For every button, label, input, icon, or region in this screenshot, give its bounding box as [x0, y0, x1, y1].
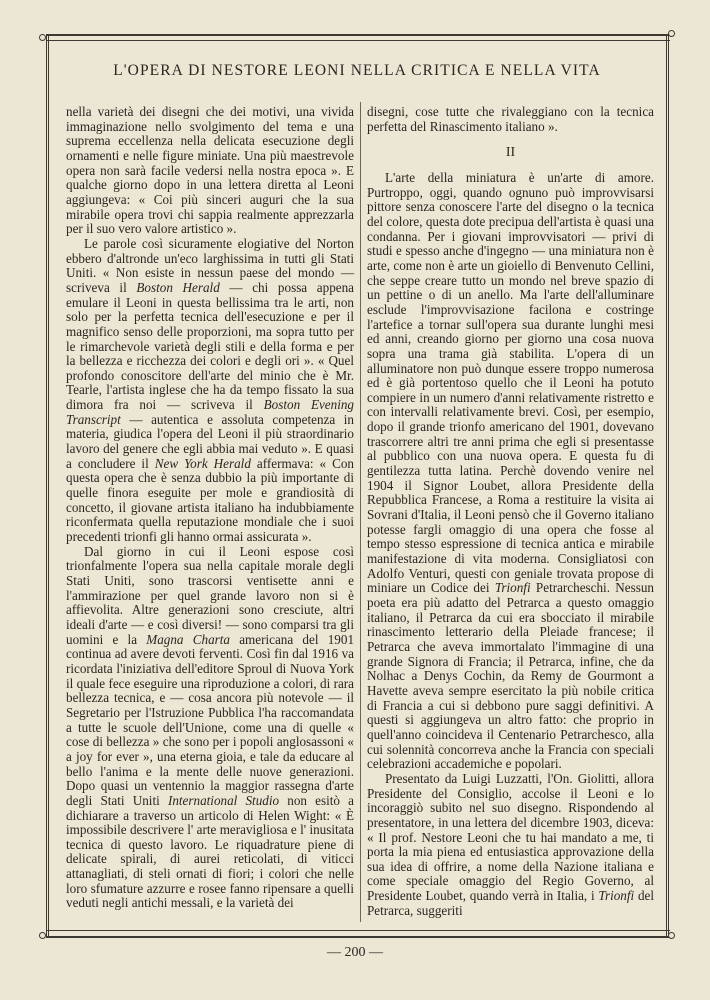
frame-bottom-rule: [46, 936, 670, 938]
corner-ornament: [39, 34, 46, 41]
corner-ornament: [39, 932, 46, 939]
corner-ornament: [668, 932, 675, 939]
page-title: L'OPERA DI NESTORE LEONI NELLA CRITICA E NELLA VITA: [113, 62, 601, 79]
publication-title: Boston Herald: [136, 279, 220, 295]
paragraph: disegni, cose tutte che rivaleggiano con la tecnica perfetta del Rinascimento italiano ».: [367, 104, 654, 134]
frame-right-rule: [666, 34, 669, 936]
paragraph: L'arte della miniatura è un'arte di amore. Purtroppo, oggi, quando ognuno può improvvisarsi pittore senza conoscere l'arte del disegno o la tecnica del colore, questa dote precipua dell'artista è quasi una condanna. Per i giovani improvvisatori — privi di studi e spesso anche d'ingegno — una miniatura non è arte, come non è arte un gioiello di Benvenuto Cellini, che seppe creare tutto un mondo nel breve spazio di un pettine o di un anello. Ma l'arte dell'alluminare esclude l'improvvisazione facilona e costringe l'artefice a tornar sull'opera sua durante lunghi mesi ed anni, creando giorno per giorno una cosa nuova sopra una trama già stabilita. L'opera di un alluminatore non può dunque essere troppo numerosa ed è già portentoso quello che il Leoni ha potuto compiere in un numero d'anni relativamente ristretto e con intervalli relativamente brevi. Così, per esempio, dopo il grande trionfo americano del 1901, dovevano trascorrere altri tre anni prima che egli si presentasse al pubblico con una nuova opera. E questa fu di gentilezza tutta latina. Perchè dovendo venire nel 1904 il Signor Loubet, allora Presidente della Repubblica Francese, a Roma a restituire la visita ai Sovrani d'Italia, il Leoni pensò che il Governo italiano potesse fargli omaggio di una opera che fosse al tempo stesso espressione di tecnica antica e mirabile manifestazione di vita moderna. Consigliatosi con Adolfo Venturi, questi con geniale trovata propose di miniare un Codice dei Trionfi Petrarcheschi. Nessun poeta era più adatto del Petrarca a questo omaggio italiano, il Petrarca da cui era sbocciato il mirabile rinascimento letterario della Pleiade francese; il Petrarca che aveva immortalato l'immagine di una grande Signora di Francia; il Petrarca, infine, che da Nolhac a Denys Cochin, da Remy de Gourmont a Havette aveva sempre esercitato la più nobile critica di Francia a cui si debbono pure saggi definitivi. A questi si aggiungeva un altro fatto: che proprio in quell'anno coincideva il Centenario Petrarchesco, alla cui solennità concorreva anche la Francia con speciali celebrazioni accademiche e popolari.: [367, 169, 654, 772]
corner-ornament: [668, 30, 675, 37]
left-column: [66, 105, 354, 911]
publication-title: International Studio: [167, 792, 280, 808]
frame-bottom-rule-inner: [46, 930, 670, 931]
section-number: II: [505, 145, 516, 161]
work-title: Trionfi: [598, 888, 635, 904]
paragraph: Dal giorno in cui il Leoni espose così trionfalmente l'opera sua nella capitale morale degli Stati Uniti, sono trascorsi ventisette anni e l'ammirazione per quel grande lavoro non si è affievolita. Altre generazioni sono cresciute, altri ideali d'arte — e così diversi! — sono comparsi tra gli uomini e la Magna Charta americana del 1901 continua ad avere devoti ferventi. Così fin dal 1916 va ricordata l'iniziativa dell'editore Sproul di Nuova York il quale fece eseguire una riproduzione a colori, di rara bellezza tecnica, e — cosa ancora più notevole — il Segretario per l'Istruzione Pubblica l'ha raccomandata a tutte le scuole dell'Unione, come una di quelle « cose di bellezza » che sono per i popoli anglosassoni « a joy for ever », una eterna gioia, e tale da educare al bello l'anima e la mente delle nuove generazioni. Dopo quasi un ventennio la maggior rassegna d'arte degli Stati Uniti International Studio non esitò a dichiarare a traverso un articolo di Helen Wight: « È impossibile descrivere l' arte meravigliosa e l' inusitata tecnica di questo lavoro. Le riquadrature piene di delicate spirali, di aurei reticolati, di viticci attanagliati, di steli ornati di fiori; i colori che nelle loro sfumature azzurre e rosee fanno ripensare a quelli veduti negli antichi messali, e la varietà dei: [66, 543, 355, 911]
frame-top-rule-inner: [46, 40, 670, 41]
document-title: Magna Charta: [146, 631, 230, 647]
paragraph: nella varietà dei disegni che dei motivi, una vivida immaginazione nello svolgimento del tema e una suprema eccellenza nella delicata esecuzione degli ornamenti e nelle figure miniate. Una più maestrevole opera non sarà facile vedersi nella nostra epoca ». E qualche giorno dopo in una lettera diretta al Leoni aggiungeva: « Coi più sinceri auguri che la sua mirabile opera trovi chi sappia realmente apprezzarla per il suo vero valore artistico ».: [66, 104, 354, 237]
work-title: Trionfi: [494, 580, 531, 596]
publication-title: New York Herald: [154, 455, 251, 471]
frame-top-rule: [46, 34, 670, 36]
publication-title: Boston Evening Transcript: [66, 397, 354, 427]
page-number: — 200 —: [327, 945, 383, 960]
column-divider: [360, 102, 361, 922]
frame-left-rule: [46, 34, 49, 936]
paragraph: Le parole così sicuramente elogiative del Norton ebbero d'altronde un'eco larghissima in tutti gli Stati Uniti. « Non esiste in nessun paese del mondo — scriveva il Boston Herald — chi possa appena emulare il Leoni in questa bellissima tra le arti, non solo per la perfetta tecnica dell'esecuzione e per il magnifico senso delle proporzioni, ma sopra tutto per le rimarchevole varietà degli stili e della forma e per la bellezza e ricchezza dei colori e degli ori ». « Quel profondo conoscitore dell'arte del minio che è Mr. Tearle, l'artista inglese che ha da tempo fissato la sua dimora fra noi — scriveva il Boston Evening Transcript — autentica e assoluta competenza in materia, giudica l'opera del Leoni il più straordinario lavoro del genere che egli abbia mai veduto ». E quasi a concludere il New York Herald affermava: « Con questa opera che è senza dubbio la più importante di quelle finora eseguite per mole e grandiosità di concetto, il giovane artista italiano ha indubbiamente riconfermata quella reputazione mondiale che i suoi precedenti trionfi gli hanno ormai assicurata ».: [66, 235, 354, 545]
paragraph: Presentato da Luigi Luzzatti, l'On. Giolitti, allora Presidente del Consiglio, accolse il Leoni e lo incoraggiò subito nel suo disegno. Rispondendo al presentatore, in una lettera del dicembre 1903, diceva: « Il prof. Nestore Leoni che tu hai mandato a me, ti porta la mia piena ed entusiastica approvazione della sua idea di offrire, a nome della Nazione italiana e come speciale omaggio del Regio Governo, al Presidente Loubet, quando verrà in Italia, i Trionfi del Petrarca, suggeriti: [367, 770, 655, 918]
right-column: [367, 105, 654, 918]
